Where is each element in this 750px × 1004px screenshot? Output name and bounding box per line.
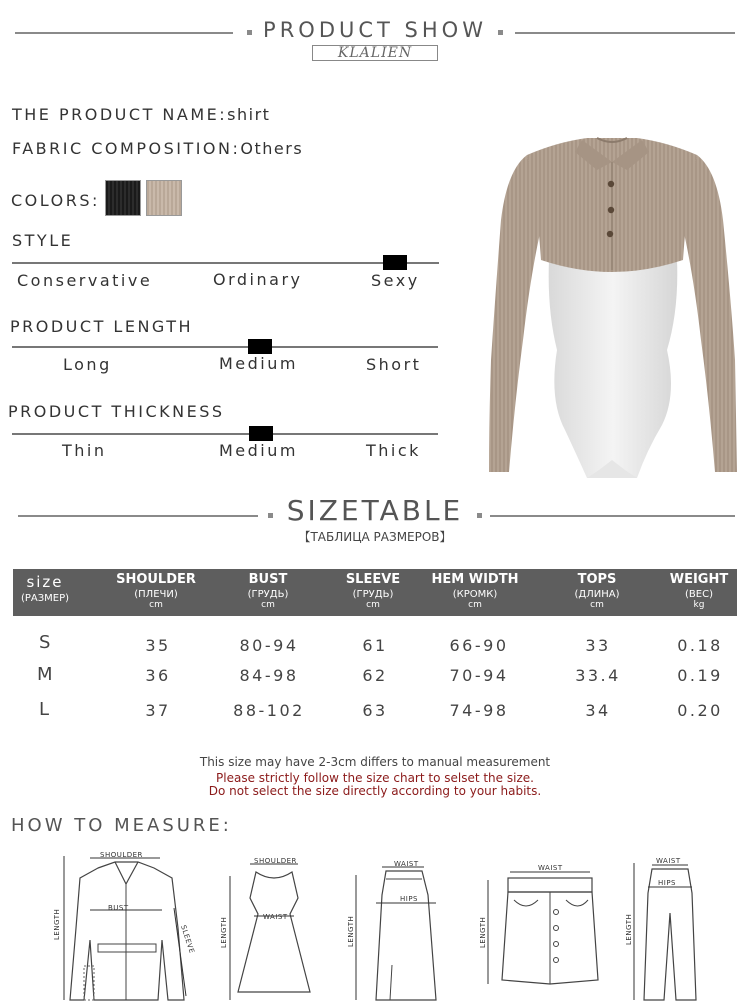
shoulder-cell: 35 <box>145 636 171 655</box>
hem-width-cell: 70-94 <box>449 666 509 685</box>
length-label: LENGTH <box>53 908 61 940</box>
size-cell: S <box>39 632 51 653</box>
length-option-short: Short <box>366 355 422 374</box>
fabric-row <box>12 139 303 158</box>
column-unit: cm <box>149 600 163 610</box>
fabric-value: Others <box>240 139 304 158</box>
waist-label: WAIST <box>538 864 563 872</box>
weight-cell: 0.19 <box>677 666 723 685</box>
length-scale-line <box>12 346 438 348</box>
jacket-measure-diagram <box>50 848 200 1000</box>
shoulder-label: SHOULDER <box>100 851 143 859</box>
column-title: size <box>26 573 64 591</box>
column-title: TOPS <box>577 572 617 587</box>
length-label: LENGTH <box>479 916 487 948</box>
column-unit: cm <box>261 600 275 610</box>
style-marker <box>383 255 407 270</box>
header-rule-right <box>515 32 735 34</box>
color-swatch-black[interactable] <box>105 180 141 216</box>
thickness-label: PRODUCT THICKNESS <box>8 402 225 421</box>
header-title: PRODUCT SHOW <box>263 18 487 42</box>
column-subtitle: (ПЛЕЧИ) <box>134 589 178 600</box>
thickness-scale-line <box>12 433 438 435</box>
length-marker <box>248 339 272 354</box>
sleeve-cell: 63 <box>362 701 388 720</box>
thickness-marker <box>249 426 273 441</box>
size-warning-2: Do not select the size directly according to your habits. <box>208 784 542 798</box>
product-name-value: shirt <box>227 105 271 124</box>
column-title: SLEEVE <box>345 572 401 587</box>
length-option-medium: Medium <box>219 354 298 373</box>
bust-cell: 88-102 <box>233 701 305 720</box>
weight-cell: 0.18 <box>677 636 723 655</box>
thickness-option-medium: Medium <box>219 441 298 460</box>
thickness-option-thick: Thick <box>366 441 421 460</box>
column-header-hem-width <box>425 569 525 610</box>
column-title: SHOULDER <box>116 572 196 587</box>
sizetable-rule-right <box>490 515 735 517</box>
column-header-bust <box>223 569 313 610</box>
tops-cell: 33 <box>585 636 611 655</box>
length-label: LENGTH <box>220 916 228 948</box>
sleeve-label: SLEEVE <box>179 924 196 955</box>
fabric-label: FABRIC COMPOSITION: <box>12 139 241 158</box>
hips-label: HIPS <box>658 879 676 887</box>
sizetable-dot-right <box>477 513 482 518</box>
size-cell: M <box>37 664 53 685</box>
product-photo <box>487 100 737 478</box>
shorts-measure-diagram <box>478 860 618 1000</box>
column-unit: cm <box>590 600 604 610</box>
style-scale-line <box>12 262 439 264</box>
product-name-label: THE PRODUCT NAME: <box>12 105 228 124</box>
hem-width-cell: 66-90 <box>449 636 509 655</box>
shoulder-cell: 36 <box>145 666 171 685</box>
column-unit: cm <box>366 600 380 610</box>
column-header-sleeve <box>331 569 415 610</box>
weight-cell: 0.20 <box>677 701 723 720</box>
color-swatch-khaki[interactable] <box>146 180 182 216</box>
product-name-row <box>12 105 270 124</box>
column-header-size <box>13 569 77 604</box>
shoulder-label: SHOULDER <box>254 857 297 865</box>
column-unit: cm <box>468 600 482 610</box>
style-option-conservative: Conservative <box>17 271 153 290</box>
brand-logo: KLALIEN <box>312 45 438 61</box>
bust-label: BUST <box>108 904 129 912</box>
thickness-option-thin: Thin <box>62 441 107 460</box>
sizetable-header <box>13 569 737 616</box>
hem-width-cell: 74-98 <box>449 701 509 720</box>
column-header-shoulder <box>108 569 204 610</box>
shoulder-cell: 37 <box>145 701 171 720</box>
column-subtitle: (ГРУДЬ) <box>352 589 394 600</box>
bust-cell: 84-98 <box>239 666 299 685</box>
measurement-note: This size may have 2-3cm differs to manual measurement <box>199 755 551 769</box>
waist-label: WAIST <box>656 857 681 865</box>
style-option-sexy: Sexy <box>371 271 420 290</box>
column-subtitle: (ГРУДЬ) <box>247 589 289 600</box>
length-label: LENGTH <box>347 915 355 947</box>
tops-cell: 34 <box>585 701 611 720</box>
column-subtitle: (КРОМК) <box>452 589 498 600</box>
column-header-tops <box>553 569 641 610</box>
pants-measure-diagram <box>622 853 702 1000</box>
sleeve-cell: 61 <box>362 636 388 655</box>
sleeve-cell: 62 <box>362 666 388 685</box>
hips-label: HIPS <box>400 895 418 903</box>
column-unit: kg <box>693 600 705 610</box>
sizetable-subtitle: 【ТАБЛИЦА РАЗМЕРОВ】 <box>298 530 452 544</box>
column-subtitle: (РАЗМЕР) <box>20 593 70 604</box>
column-title: WEIGHT <box>669 572 729 587</box>
bust-cell: 80-94 <box>239 636 299 655</box>
size-cell: L <box>39 699 50 720</box>
sizetable-title: SIZETABLE <box>286 494 464 527</box>
waist-label: WAIST <box>263 913 288 921</box>
tops-cell: 33.4 <box>575 666 621 685</box>
how-to-measure-title: HOW TO MEASURE: <box>11 815 232 836</box>
length-option-long: Long <box>63 355 112 374</box>
header-dot-right <box>498 30 503 35</box>
style-option-ordinary: Ordinary <box>213 270 303 289</box>
size-warning-1: Please strictly follow the size chart to selset the size. <box>216 771 534 785</box>
column-header-weight <box>659 569 739 610</box>
waist-label: WAIST <box>394 860 419 868</box>
column-title: HEM WIDTH <box>431 572 519 587</box>
column-subtitle: (ДЛИНА) <box>574 589 620 600</box>
skirt-measure-diagram <box>346 855 446 1000</box>
column-title: BUST <box>248 572 288 587</box>
dress-measure-diagram <box>218 852 318 1000</box>
length-label: PRODUCT LENGTH <box>10 317 194 336</box>
style-label: STYLE <box>12 231 74 250</box>
colors-label: COLORS: <box>11 191 100 210</box>
length-label: LENGTH <box>625 913 633 945</box>
column-subtitle: (ВЕС) <box>685 589 713 600</box>
